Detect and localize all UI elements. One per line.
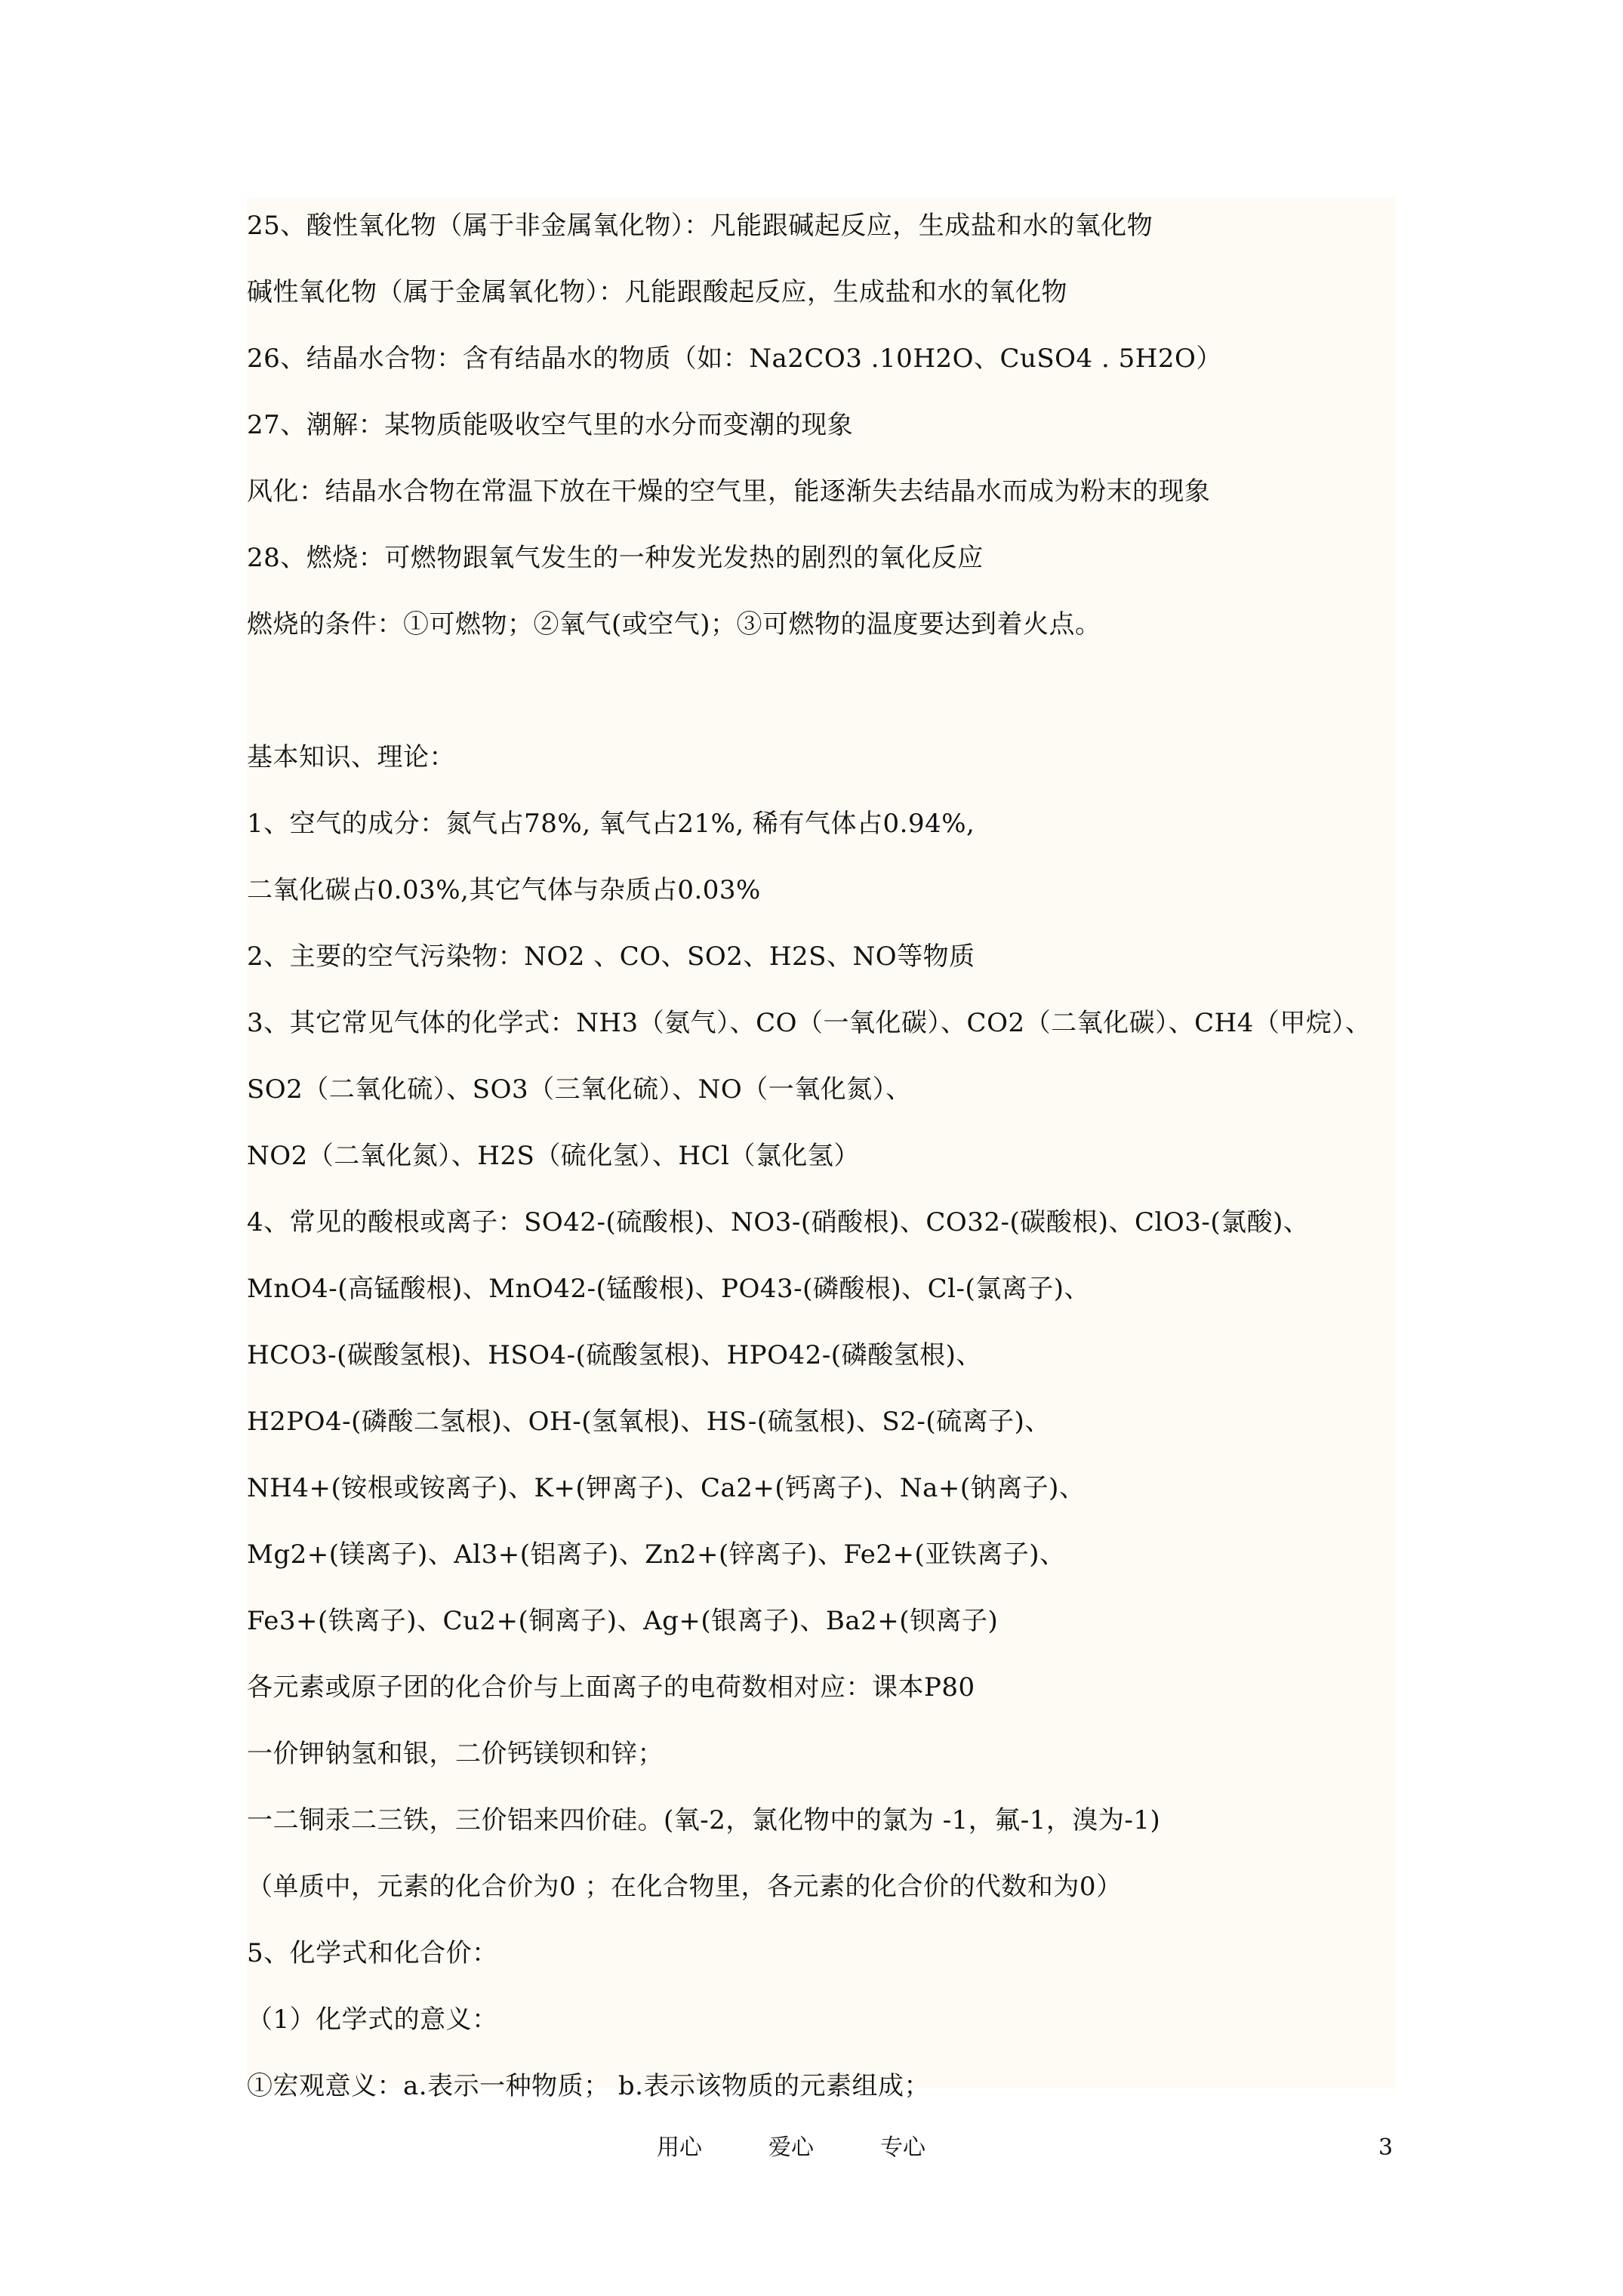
text-line: 26、结晶水合物：含有结晶水的物质（如：Na2CO3 .10H2O、CuSO4 . 5H2O）	[247, 344, 1222, 374]
text-line: 4、常见的酸根或离子：SO42-(硫酸根)、NO3-(硝酸根)、CO32-(碳酸根)、ClO3-(氯酸)、	[247, 1207, 1310, 1237]
footer-item: 专心	[880, 2134, 925, 2161]
text-line: 碱性氧化物（属于金属氧化物）：凡能跟酸起反应，生成盐和水的氧化物	[247, 277, 1067, 307]
text-line: Fe3+(铁离子)、Cu2+(铜离子)、Ag+(银离子)、Ba2+(钡离子)	[247, 1606, 999, 1636]
text-line: 5、化学式和化合价：	[247, 1938, 498, 1968]
text-line: 各元素或原子团的化合价与上面离子的电荷数相对应：课本P80	[247, 1672, 975, 1703]
text-line: SO2（二氧化硫）、SO3（三氧化硫）、NO（一氧化氮）、	[247, 1074, 912, 1105]
text-line: 一价钾钠氢和银，二价钙镁钡和锌；	[247, 1739, 664, 1769]
page-number: 3	[1378, 2134, 1394, 2161]
text-line: HCO3-(碳酸氢根)、HSO4-(硫酸氢根)、HPO42-(磷酸氢根)、	[247, 1340, 982, 1370]
text-line: 3、其它常见气体的化学式：NH3（氨气）、CO（一氧化碳）、CO2（二氧化碳）、CH4（甲烷）、	[247, 1008, 1372, 1038]
text-line: 25、酸性氧化物（属于非金属氧化物）：凡能跟碱起反应，生成盐和水的氧化物	[247, 211, 1153, 241]
text-line: （单质中，元素的化合价为0 ；在化合物里，各元素的化合价的代数和为0）	[247, 1872, 1123, 1902]
text-line: NO2（二氧化氮）、H2S（硫化氢）、HCl（氯化氢）	[247, 1141, 860, 1171]
footer-item: 爱心	[768, 2134, 814, 2161]
text-line: 28、燃烧：可燃物跟氧气发生的一种发光发热的剧烈的氧化反应	[247, 543, 984, 573]
text-line: H2PO4-(磷酸二氢根)、OH-(氢氧根)、HS-(硫氢根)、S2-(硫离子)、	[247, 1407, 1051, 1437]
text-line: ①宏观意义：a.表示一种物质； b.表示该物质的元素组成；	[247, 2071, 930, 2101]
text-line: NH4+(铵根或铵离子)、K+(钾离子)、Ca2+(钙离子)、Na+(钠离子)、	[247, 1473, 1086, 1503]
text-line: Mg2+(镁离子)、Al3+(铝离子)、Zn2+(锌离子)、Fe2+(亚铁离子)、	[247, 1539, 1066, 1570]
text-line: 1、空气的成分：氮气占78%, 氧气占21%, 稀有气体占0.94%,	[247, 809, 975, 839]
text-line: 燃烧的条件：①可燃物；②氧气(或空气)；③可燃物的温度要达到着火点。	[247, 609, 1101, 639]
section-heading: 基本知识、理论：	[247, 742, 455, 772]
text-line: （1）化学式的意义：	[247, 2005, 498, 2035]
text-line: 二氧化碳占0.03%,其它气体与杂质占0.03%	[247, 875, 761, 905]
footer-item: 用心	[657, 2134, 702, 2161]
text-line: 风化：结晶水合物在常温下放在干燥的空气里，能逐渐失去结晶水而成为粉末的现象	[247, 476, 1211, 507]
text-line: MnO4-(高锰酸根)、MnO42-(锰酸根)、PO43-(磷酸根)、Cl-(氯离子)、	[247, 1274, 1091, 1304]
text-line: 27、潮解：某物质能吸收空气里的水分而变潮的现象	[247, 410, 854, 440]
text-line: 一二铜汞二三铁，三价铝来四价硅。(氧-2，氯化物中的氯为 -1，氟-1，溴为-1)	[247, 1805, 1161, 1835]
text-line: 2、主要的空气污染物：NO2 、CO、SO2、H2S、NO等物质	[247, 942, 975, 972]
